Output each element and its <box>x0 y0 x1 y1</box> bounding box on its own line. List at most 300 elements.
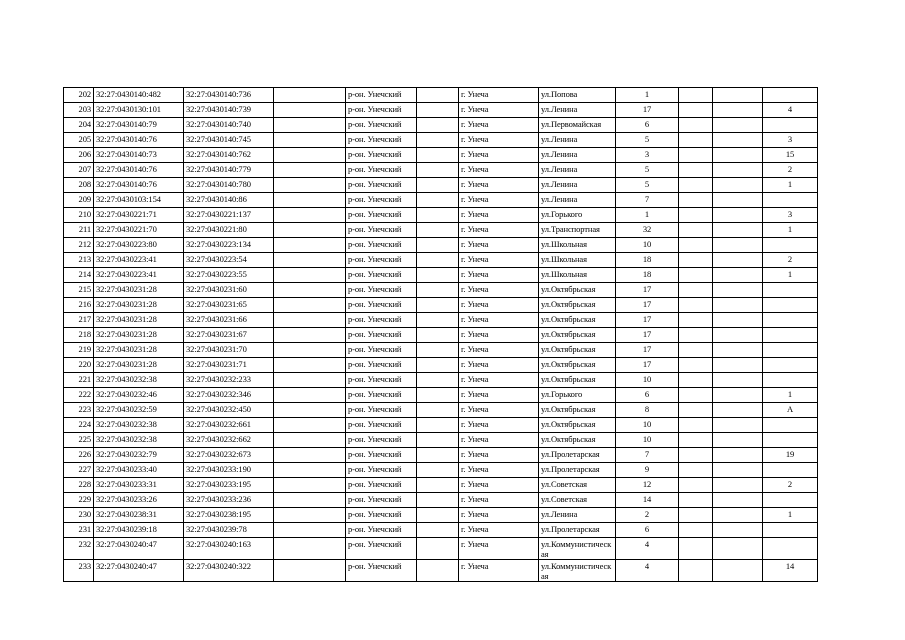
house-number-cell: 17 <box>616 313 679 328</box>
blank-cell <box>274 433 346 448</box>
object-cadastral-number-cell: 32:27:0430231:67 <box>184 328 274 343</box>
city-cell: г. Унеча <box>459 538 539 560</box>
district-cell: р-он. Унечский <box>346 208 417 223</box>
land-cadastral-number-cell: 32:27:0430232:38 <box>94 433 184 448</box>
blank-cell <box>274 448 346 463</box>
district-cell: р-он. Унечский <box>346 238 417 253</box>
land-cadastral-number-cell: 32:27:0430223:41 <box>94 253 184 268</box>
street-cell: ул.Попова <box>539 88 616 103</box>
blank-cell <box>679 478 713 493</box>
street-cell: ул.Октябрьская <box>539 328 616 343</box>
blank-cell <box>417 373 459 388</box>
land-cadastral-number-cell: 32:27:0430221:71 <box>94 208 184 223</box>
blank-cell <box>274 538 346 560</box>
apartment-number-cell: 4 <box>763 103 818 118</box>
street-cell: ул.Ленина <box>539 178 616 193</box>
house-number-cell: 4 <box>616 538 679 560</box>
blank-cell <box>417 313 459 328</box>
city-cell: г. Унеча <box>459 388 539 403</box>
table-row <box>64 253 818 268</box>
blank-cell <box>713 343 763 358</box>
blank-cell <box>417 403 459 418</box>
object-cadastral-number-cell: 32:27:0430232:661 <box>184 418 274 433</box>
row-number-cell: 226 <box>64 448 94 463</box>
blank-cell <box>713 268 763 283</box>
land-cadastral-number-cell: 32:27:0430223:80 <box>94 238 184 253</box>
house-number-cell: 7 <box>616 448 679 463</box>
district-cell: р-он. Унечский <box>346 313 417 328</box>
blank-cell <box>679 523 713 538</box>
blank-cell <box>417 343 459 358</box>
blank-cell <box>679 103 713 118</box>
blank-cell <box>417 523 459 538</box>
object-cadastral-number-cell: 32:27:0430232:233 <box>184 373 274 388</box>
street-cell: ул.Первомайская <box>539 118 616 133</box>
street-cell: ул.Октябрьская <box>539 418 616 433</box>
house-number-cell: 5 <box>616 163 679 178</box>
apartment-number-cell <box>763 328 818 343</box>
blank-cell <box>417 493 459 508</box>
district-cell: р-он. Унечский <box>346 560 417 582</box>
blank-cell <box>274 508 346 523</box>
land-cadastral-number-cell: 32:27:0430233:31 <box>94 478 184 493</box>
object-cadastral-number-cell: 32:27:0430240:163 <box>184 538 274 560</box>
blank-cell <box>679 178 713 193</box>
apartment-number-cell: 2 <box>763 163 818 178</box>
table-row <box>64 403 818 418</box>
object-cadastral-number-cell: 32:27:0430140:736 <box>184 88 274 103</box>
blank-cell <box>274 268 346 283</box>
table-row <box>64 328 818 343</box>
district-cell: р-он. Унечский <box>346 328 417 343</box>
object-cadastral-number-cell: 32:27:0430231:60 <box>184 283 274 298</box>
street-cell: ул.Октябрьская <box>539 403 616 418</box>
blank-cell <box>274 118 346 133</box>
object-cadastral-number-cell: 32:27:0430232:673 <box>184 448 274 463</box>
blank-cell <box>679 388 713 403</box>
blank-cell <box>274 208 346 223</box>
house-number-cell: 17 <box>616 358 679 373</box>
city-cell: г. Унеча <box>459 178 539 193</box>
land-cadastral-number-cell: 32:27:0430103:154 <box>94 193 184 208</box>
district-cell: р-он. Унечский <box>346 463 417 478</box>
blank-cell <box>417 253 459 268</box>
city-cell: г. Унеча <box>459 208 539 223</box>
street-cell: ул.Школьная <box>539 253 616 268</box>
house-number-cell: 5 <box>616 133 679 148</box>
blank-cell <box>274 560 346 582</box>
blank-cell <box>713 298 763 313</box>
blank-cell <box>417 448 459 463</box>
row-number-cell: 202 <box>64 88 94 103</box>
district-cell: р-он. Унечский <box>346 118 417 133</box>
row-number-cell: 211 <box>64 223 94 238</box>
row-number-cell: 220 <box>64 358 94 373</box>
object-cadastral-number-cell: 32:27:0430140:739 <box>184 103 274 118</box>
district-cell: р-он. Унечский <box>346 478 417 493</box>
blank-cell <box>679 403 713 418</box>
street-cell: ул.Октябрьская <box>539 343 616 358</box>
land-cadastral-number-cell: 32:27:0430232:79 <box>94 448 184 463</box>
street-cell: ул.Октябрьская <box>539 313 616 328</box>
object-cadastral-number-cell: 32:27:0430140:740 <box>184 118 274 133</box>
object-cadastral-number-cell: 32:27:0430233:190 <box>184 463 274 478</box>
blank-cell <box>417 418 459 433</box>
table-row <box>64 560 818 582</box>
apartment-number-cell <box>763 238 818 253</box>
blank-cell <box>713 418 763 433</box>
house-number-cell: 7 <box>616 193 679 208</box>
district-cell: р-он. Унечский <box>346 433 417 448</box>
house-number-cell: 17 <box>616 283 679 298</box>
city-cell: г. Унеча <box>459 103 539 118</box>
house-number-cell: 14 <box>616 493 679 508</box>
blank-cell <box>274 418 346 433</box>
blank-cell <box>713 163 763 178</box>
district-cell: р-он. Унечский <box>346 358 417 373</box>
blank-cell <box>274 103 346 118</box>
apartment-number-cell <box>763 493 818 508</box>
city-cell: г. Унеча <box>459 418 539 433</box>
blank-cell <box>679 560 713 582</box>
row-number-cell: 225 <box>64 433 94 448</box>
blank-cell <box>417 298 459 313</box>
house-number-cell: 17 <box>616 343 679 358</box>
house-number-cell: 6 <box>616 523 679 538</box>
blank-cell <box>679 88 713 103</box>
blank-cell <box>713 463 763 478</box>
street-cell: ул.Школьная <box>539 238 616 253</box>
land-cadastral-number-cell: 32:27:0430140:76 <box>94 163 184 178</box>
street-cell: ул.Ленина <box>539 193 616 208</box>
district-cell: р-он. Унечский <box>346 148 417 163</box>
city-cell: г. Унеча <box>459 478 539 493</box>
blank-cell <box>679 223 713 238</box>
row-number-cell: 217 <box>64 313 94 328</box>
house-number-cell: 1 <box>616 88 679 103</box>
blank-cell <box>713 118 763 133</box>
street-cell: ул.Пролетарская <box>539 463 616 478</box>
street-cell: ул.Ленина <box>539 163 616 178</box>
blank-cell <box>274 148 346 163</box>
house-number-cell: 18 <box>616 253 679 268</box>
object-cadastral-number-cell: 32:27:0430140:779 <box>184 163 274 178</box>
land-cadastral-number-cell: 32:27:0430240:47 <box>94 560 184 582</box>
district-cell: р-он. Унечский <box>346 493 417 508</box>
land-cadastral-number-cell: 32:27:0430140:76 <box>94 178 184 193</box>
object-cadastral-number-cell: 32:27:0430140:780 <box>184 178 274 193</box>
city-cell: г. Унеча <box>459 433 539 448</box>
blank-cell <box>679 253 713 268</box>
land-cadastral-number-cell: 32:27:0430231:28 <box>94 343 184 358</box>
row-number-cell: 227 <box>64 463 94 478</box>
street-cell: ул.Советская <box>539 493 616 508</box>
row-number-cell: 210 <box>64 208 94 223</box>
table-row <box>64 508 818 523</box>
blank-cell <box>713 358 763 373</box>
row-number-cell: 214 <box>64 268 94 283</box>
street-cell: ул.Ленина <box>539 508 616 523</box>
street-cell: ул.Советская <box>539 478 616 493</box>
land-cadastral-number-cell: 32:27:0430231:28 <box>94 328 184 343</box>
blank-cell <box>679 343 713 358</box>
house-number-cell: 17 <box>616 328 679 343</box>
district-cell: р-он. Унечский <box>346 133 417 148</box>
blank-cell <box>713 523 763 538</box>
apartment-number-cell: 1 <box>763 388 818 403</box>
city-cell: г. Унеча <box>459 403 539 418</box>
land-cadastral-number-cell: 32:27:0430140:76 <box>94 133 184 148</box>
district-cell: р-он. Унечский <box>346 298 417 313</box>
blank-cell <box>417 560 459 582</box>
district-cell: р-он. Унечский <box>346 523 417 538</box>
street-cell: ул.Коммунистическая <box>539 538 616 560</box>
blank-cell <box>713 388 763 403</box>
apartment-number-cell: 2 <box>763 478 818 493</box>
object-cadastral-number-cell: 32:27:0430232:346 <box>184 388 274 403</box>
district-cell: р-он. Унечский <box>346 193 417 208</box>
city-cell: г. Унеча <box>459 313 539 328</box>
house-number-cell: 3 <box>616 148 679 163</box>
house-number-cell: 17 <box>616 298 679 313</box>
blank-cell <box>713 493 763 508</box>
blank-cell <box>713 238 763 253</box>
table-row <box>64 133 818 148</box>
blank-cell <box>274 463 346 478</box>
blank-cell <box>417 508 459 523</box>
blank-cell <box>713 373 763 388</box>
apartment-number-cell <box>763 298 818 313</box>
land-cadastral-number-cell: 32:27:0430239:18 <box>94 523 184 538</box>
row-number-cell: 205 <box>64 133 94 148</box>
city-cell: г. Унеча <box>459 148 539 163</box>
street-cell: ул.Ленина <box>539 133 616 148</box>
row-number-cell: 203 <box>64 103 94 118</box>
house-number-cell: 12 <box>616 478 679 493</box>
blank-cell <box>679 208 713 223</box>
row-number-cell: 229 <box>64 493 94 508</box>
apartment-number-cell <box>763 88 818 103</box>
street-cell: ул.Горького <box>539 388 616 403</box>
land-cadastral-number-cell: 32:27:0430140:79 <box>94 118 184 133</box>
blank-cell <box>679 193 713 208</box>
blank-cell <box>679 268 713 283</box>
house-number-cell: 17 <box>616 103 679 118</box>
blank-cell <box>274 328 346 343</box>
apartment-number-cell: 15 <box>763 148 818 163</box>
district-cell: р-он. Унечский <box>346 448 417 463</box>
blank-cell <box>679 448 713 463</box>
district-cell: р-он. Унечский <box>346 373 417 388</box>
table-row <box>64 163 818 178</box>
blank-cell <box>417 268 459 283</box>
street-cell: ул.Октябрьская <box>539 358 616 373</box>
street-cell: ул.Ленина <box>539 103 616 118</box>
blank-cell <box>713 433 763 448</box>
city-cell: г. Унеча <box>459 463 539 478</box>
apartment-number-cell: 3 <box>763 133 818 148</box>
land-cadastral-number-cell: 32:27:0430140:73 <box>94 148 184 163</box>
table-row <box>64 178 818 193</box>
blank-cell <box>713 283 763 298</box>
row-number-cell: 231 <box>64 523 94 538</box>
house-number-cell: 6 <box>616 118 679 133</box>
district-cell: р-он. Унечский <box>346 538 417 560</box>
table-row <box>64 523 818 538</box>
table-row <box>64 148 818 163</box>
blank-cell <box>417 238 459 253</box>
apartment-number-cell: 19 <box>763 448 818 463</box>
apartment-number-cell <box>763 118 818 133</box>
land-cadastral-number-cell: 32:27:0430233:40 <box>94 463 184 478</box>
blank-cell <box>274 223 346 238</box>
table-row <box>64 118 818 133</box>
blank-cell <box>679 283 713 298</box>
city-cell: г. Унеча <box>459 223 539 238</box>
apartment-number-cell <box>763 193 818 208</box>
blank-cell <box>679 313 713 328</box>
city-cell: г. Унеча <box>459 358 539 373</box>
object-cadastral-number-cell: 32:27:0430232:662 <box>184 433 274 448</box>
table-row <box>64 103 818 118</box>
blank-cell <box>417 118 459 133</box>
land-cadastral-number-cell: 32:27:0430223:41 <box>94 268 184 283</box>
row-number-cell: 206 <box>64 148 94 163</box>
blank-cell <box>679 433 713 448</box>
table-row <box>64 283 818 298</box>
land-cadastral-number-cell: 32:27:0430232:38 <box>94 418 184 433</box>
blank-cell <box>679 328 713 343</box>
blank-cell <box>679 133 713 148</box>
blank-cell <box>713 148 763 163</box>
blank-cell <box>713 313 763 328</box>
registry-table-body <box>64 88 818 582</box>
apartment-number-cell <box>763 523 818 538</box>
city-cell: г. Унеча <box>459 448 539 463</box>
blank-cell <box>417 478 459 493</box>
table-row <box>64 463 818 478</box>
blank-cell <box>679 538 713 560</box>
blank-cell <box>274 373 346 388</box>
district-cell: р-он. Унечский <box>346 283 417 298</box>
row-number-cell: 216 <box>64 298 94 313</box>
city-cell: г. Унеча <box>459 283 539 298</box>
table-row <box>64 388 818 403</box>
land-cadastral-number-cell: 32:27:0430240:47 <box>94 538 184 560</box>
row-number-cell: 208 <box>64 178 94 193</box>
land-cadastral-number-cell: 32:27:0430231:28 <box>94 358 184 373</box>
blank-cell <box>417 193 459 208</box>
object-cadastral-number-cell: 32:27:0430233:236 <box>184 493 274 508</box>
blank-cell <box>713 178 763 193</box>
house-number-cell: 9 <box>616 463 679 478</box>
blank-cell <box>679 163 713 178</box>
city-cell: г. Унеча <box>459 268 539 283</box>
apartment-number-cell <box>763 358 818 373</box>
object-cadastral-number-cell: 32:27:0430140:745 <box>184 133 274 148</box>
land-cadastral-number-cell: 32:27:0430140:482 <box>94 88 184 103</box>
blank-cell <box>417 208 459 223</box>
district-cell: р-он. Унечский <box>346 343 417 358</box>
blank-cell <box>713 538 763 560</box>
street-cell: ул.Октябрьская <box>539 433 616 448</box>
row-number-cell: 223 <box>64 403 94 418</box>
table-row <box>64 88 818 103</box>
blank-cell <box>417 88 459 103</box>
district-cell: р-он. Унечский <box>346 268 417 283</box>
table-row <box>64 223 818 238</box>
house-number-cell: 32 <box>616 223 679 238</box>
blank-cell <box>417 463 459 478</box>
blank-cell <box>679 463 713 478</box>
row-number-cell: 232 <box>64 538 94 560</box>
apartment-number-cell <box>763 373 818 388</box>
blank-cell <box>417 328 459 343</box>
district-cell: р-он. Унечский <box>346 163 417 178</box>
blank-cell <box>679 358 713 373</box>
apartment-number-cell <box>763 418 818 433</box>
object-cadastral-number-cell: 32:27:0430240:322 <box>184 560 274 582</box>
street-cell: ул.Ленина <box>539 148 616 163</box>
apartment-number-cell <box>763 463 818 478</box>
house-number-cell: 10 <box>616 433 679 448</box>
land-cadastral-number-cell: 32:27:0430232:59 <box>94 403 184 418</box>
blank-cell <box>274 388 346 403</box>
row-number-cell: 213 <box>64 253 94 268</box>
object-cadastral-number-cell: 32:27:0430232:450 <box>184 403 274 418</box>
blank-cell <box>713 208 763 223</box>
blank-cell <box>679 373 713 388</box>
city-cell: г. Унеча <box>459 373 539 388</box>
street-cell: ул.Пролетарская <box>539 523 616 538</box>
district-cell: р-он. Унечский <box>346 88 417 103</box>
house-number-cell: 4 <box>616 560 679 582</box>
blank-cell <box>713 193 763 208</box>
blank-cell <box>417 103 459 118</box>
row-number-cell: 222 <box>64 388 94 403</box>
registry-table <box>63 87 818 582</box>
house-number-cell: 1 <box>616 208 679 223</box>
apartment-number-cell <box>763 433 818 448</box>
blank-cell <box>713 133 763 148</box>
row-number-cell: 230 <box>64 508 94 523</box>
blank-cell <box>713 223 763 238</box>
house-number-cell: 2 <box>616 508 679 523</box>
blank-cell <box>713 328 763 343</box>
blank-cell <box>679 118 713 133</box>
table-row <box>64 238 818 253</box>
house-number-cell: 18 <box>616 268 679 283</box>
row-number-cell: 218 <box>64 328 94 343</box>
city-cell: г. Унеча <box>459 493 539 508</box>
object-cadastral-number-cell: 32:27:0430233:195 <box>184 478 274 493</box>
street-cell: ул.Школьная <box>539 268 616 283</box>
land-cadastral-number-cell: 32:27:0430232:38 <box>94 373 184 388</box>
blank-cell <box>274 178 346 193</box>
district-cell: р-он. Унечский <box>346 418 417 433</box>
blank-cell <box>274 193 346 208</box>
city-cell: г. Унеча <box>459 163 539 178</box>
object-cadastral-number-cell: 32:27:0430231:71 <box>184 358 274 373</box>
table-row <box>64 298 818 313</box>
house-number-cell: 5 <box>616 178 679 193</box>
blank-cell <box>417 538 459 560</box>
row-number-cell: 207 <box>64 163 94 178</box>
district-cell: р-он. Унечский <box>346 253 417 268</box>
apartment-number-cell <box>763 343 818 358</box>
object-cadastral-number-cell: 32:27:0430140:86 <box>184 193 274 208</box>
city-cell: г. Унеча <box>459 343 539 358</box>
